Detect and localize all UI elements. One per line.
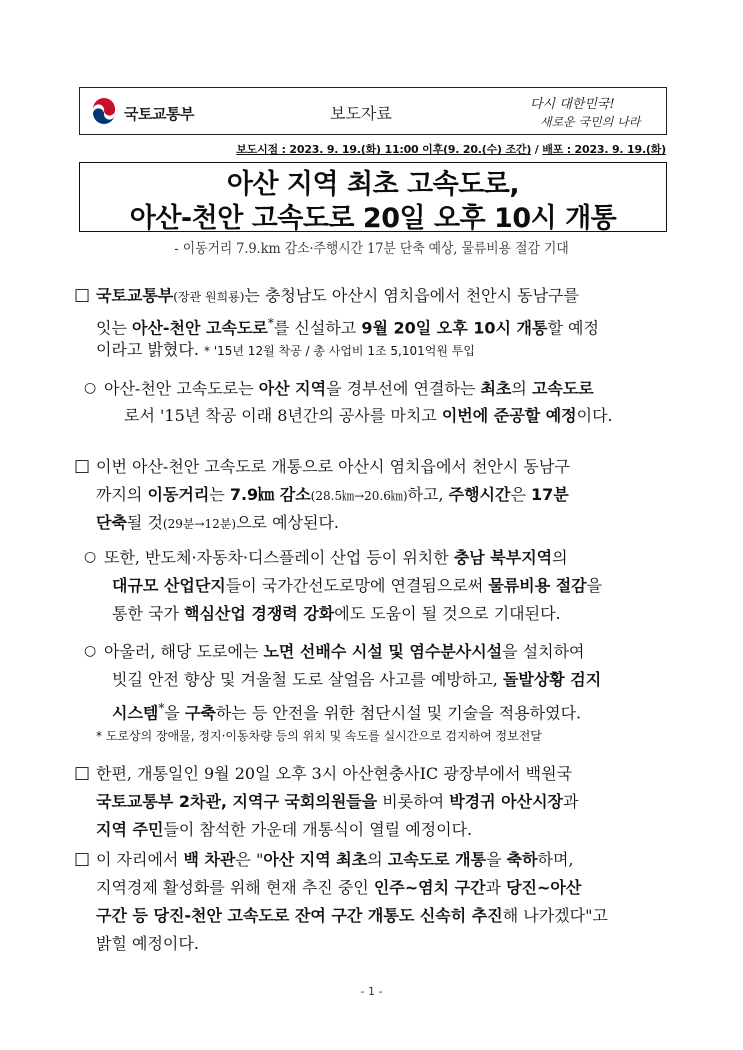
p4-text: 통한 국가	[112, 604, 184, 623]
p7-text: 과	[485, 878, 507, 897]
p5-bold: 구축	[184, 703, 216, 723]
p3-bold: 17분	[531, 485, 569, 504]
release-separator: /	[531, 143, 543, 156]
opening-time-bold: 9월 20일 오후 10시 개통	[361, 318, 548, 338]
p7-line1	[96, 850, 574, 870]
p4-text: 을	[586, 576, 603, 595]
p1-line3	[96, 340, 475, 361]
p4-line2	[112, 576, 602, 596]
headline-line1: 아산 지역 최초 고속도로,	[226, 169, 520, 200]
p2-text: 로서 '15년 착공 이래 8년간의 공사를 마치고	[124, 406, 442, 425]
ministry-name: 국토교통부	[124, 105, 194, 123]
p3-line3	[96, 513, 339, 534]
p7-bold: 당진~아산	[506, 878, 582, 897]
p3-bold: 7.9㎞ 감소	[229, 485, 311, 504]
circle-bullet: ○	[84, 380, 97, 396]
p3-bold: 주행시간	[448, 485, 511, 504]
p7-bold: 고속도로 개통	[387, 850, 487, 869]
p3-small: (29분→12분)	[162, 517, 237, 531]
p5-bold: 시스템	[112, 703, 159, 723]
p2-line1	[104, 379, 594, 399]
p7-bold: 백 차관	[183, 850, 236, 869]
p3-text: 으로 예상된다.	[236, 513, 339, 532]
p1-line2	[96, 313, 599, 338]
circle-bullet: ○	[84, 549, 97, 565]
p3-text: 까지의	[96, 485, 148, 504]
p3-text: 될 것	[126, 513, 163, 532]
p4-text: 들이 국가간선도로망에 연결됨으로써	[225, 576, 489, 595]
p7-line3	[96, 906, 608, 926]
p5-text: 아울러, 해당 도로에는	[104, 642, 264, 661]
p4-text: 에도 도움이 될 것으로 기대된다.	[334, 604, 561, 623]
highway-name-bold: 아산-천안 고속도로	[132, 318, 268, 338]
p3-line2	[96, 485, 569, 506]
p2-text: 의	[511, 379, 532, 398]
p5-text: 하는 등 안전을 위한 첨단시설 및 기술을 적용하였다.	[215, 703, 582, 723]
p5-line1	[104, 642, 585, 662]
p5-bold: 노면 선배수 시설 및 염수분사시설	[263, 642, 503, 661]
p2-bold: 아산 지역	[258, 379, 327, 398]
p5-text: 을	[164, 703, 185, 723]
square-bullet: □	[74, 456, 91, 476]
p7-text: 지역경제 활성화를 위해 현재 추진 중인	[96, 878, 374, 897]
slogan-line1: 다시 대한민국!	[530, 97, 615, 112]
p6-bold: 박경귀 아산시장	[449, 792, 563, 811]
p3-bold: 단축	[96, 513, 127, 532]
p5-bold: 돌발상황 검지	[502, 670, 602, 689]
p6-bold: 국토교통부 2차관, 지역구 국회의원들을	[96, 792, 378, 811]
p7-text: 은 "	[235, 850, 264, 869]
p3-text: 는	[209, 485, 230, 504]
p4-bold: 대규모 산업단지	[112, 576, 226, 595]
p6-text: 과	[562, 792, 579, 811]
ministry-logo	[90, 97, 220, 127]
slogan-line2: 새로운 국민의 나라	[540, 115, 641, 129]
p3-line1: 이번 아산-천안 고속도로 개통으로 아산시 염치읍에서 천안시 동남구	[96, 457, 570, 476]
p7-bold: 아산 지역 최초	[263, 850, 368, 869]
p3-text: 하고,	[407, 485, 449, 504]
p4-bold: 충남 북부지역	[453, 548, 553, 567]
p1-text: 는 충청남도 아산시 염치읍에서 천안시 동남구를	[244, 286, 579, 305]
p4-bold: 핵심산업 경쟁력 강화	[184, 604, 335, 623]
release-info	[236, 141, 666, 157]
p7-text: 을	[486, 850, 507, 869]
p2-text: 이다.	[576, 406, 613, 425]
square-bullet: □	[74, 849, 91, 869]
ministry-bold: 국토교통부	[96, 286, 174, 305]
p4-line3	[112, 604, 561, 624]
p3-small: (28.5㎞→20.6㎞)	[310, 489, 408, 503]
p2-text: 아산-천안 고속도로는	[104, 379, 259, 398]
p4-line1	[104, 548, 568, 568]
p2-bold: 이번에 준공할 예정	[441, 406, 577, 425]
headline-line2: 아산-천안 고속도로 20일 오후 10시 개통	[129, 203, 617, 234]
circle-bullet: ○	[84, 643, 97, 659]
p1-text: 잇는	[96, 318, 132, 338]
p7-bold: 인주~염치 구간	[373, 878, 486, 897]
p7-line4: 밝힐 예정이다.	[96, 934, 199, 953]
p3-text: 은	[510, 485, 531, 504]
subheadline: - 이동거리 7.9.km 감소·주행시간 17분 단축 예상, 물류비용 절감 기대	[174, 241, 569, 257]
p5-line3	[112, 698, 581, 723]
p1-footnote: * '15년 12월 착공 / 총 사업비 1조 5,101억원 투입	[204, 344, 475, 358]
p6-line3	[96, 820, 472, 840]
footnote-mark: *	[267, 316, 274, 330]
taegeuk-emblem-icon	[90, 98, 118, 126]
p4-text: 또한, 반도체·자동차·디스플레이 산업 등이 위치한	[104, 548, 454, 567]
headline-box	[79, 162, 667, 232]
footnote-mark: *	[158, 701, 165, 715]
p4-text: 의	[552, 548, 568, 567]
document-type: 보도자료	[330, 104, 392, 123]
p7-bold: 축하	[506, 850, 538, 869]
distribution-date: 배포 : 2023. 9. 19.(화)	[542, 143, 666, 156]
p5-text: 빗길 안전 향상 및 겨울철 도로 살얼음 사고를 예방하고,	[112, 670, 503, 689]
p7-text: 이 자리에서	[96, 850, 184, 869]
p3-bold: 이동거리	[147, 485, 210, 504]
p5-line2	[112, 670, 601, 690]
p1-text: 를 신설하고	[273, 318, 362, 338]
p6-text: 들이 참석한 가운데 개통식이 열릴 예정이다.	[163, 820, 473, 839]
p1-text: 이라고 밝혔다.	[96, 340, 199, 359]
p7-text: 해 나가겠다"고	[502, 906, 608, 925]
p6-bold: 지역 주민	[96, 820, 164, 839]
minister-name: (장관 원희룡)	[173, 290, 245, 304]
p1-text: 할 예정	[547, 318, 599, 338]
p2-bold: 최초	[480, 379, 512, 398]
p7-line2	[96, 878, 581, 898]
header-box	[79, 87, 667, 135]
slogan-calligraphy	[526, 92, 658, 132]
p7-text: 하며,	[537, 850, 574, 869]
p2-text: 을 경부선에 연결하는	[326, 379, 481, 398]
page-number: - 1 -	[360, 985, 383, 998]
p7-bold: 구간 등 당진-천안 고속도로 잔여 구간 개통도 신속히 추진	[96, 906, 503, 925]
p5-text: 을 설치하여	[502, 642, 585, 661]
square-bullet: □	[74, 763, 91, 783]
p1-line1	[96, 286, 579, 307]
release-time: 보도시점 : 2023. 9. 19.(화) 11:00 이후(9. 20.(수) 조간)	[236, 143, 532, 156]
p2-line2	[124, 406, 613, 426]
p5-footnote: * 도로상의 장애물, 정지·이동차량 등의 위치 및 속도를 실시간으로 검지하여 정보전달	[96, 729, 542, 743]
p4-bold: 물류비용 절감	[488, 576, 587, 595]
p6-text: 비롯하여	[377, 792, 450, 811]
square-bullet: □	[74, 285, 91, 305]
p2-bold: 고속도로	[531, 379, 594, 398]
p7-text: 의	[367, 850, 388, 869]
p6-line2	[96, 792, 578, 812]
p6-line1: 한편, 개통일인 9월 20일 오후 3시 아산현충사IC 광장부에서 백원국	[96, 764, 572, 783]
